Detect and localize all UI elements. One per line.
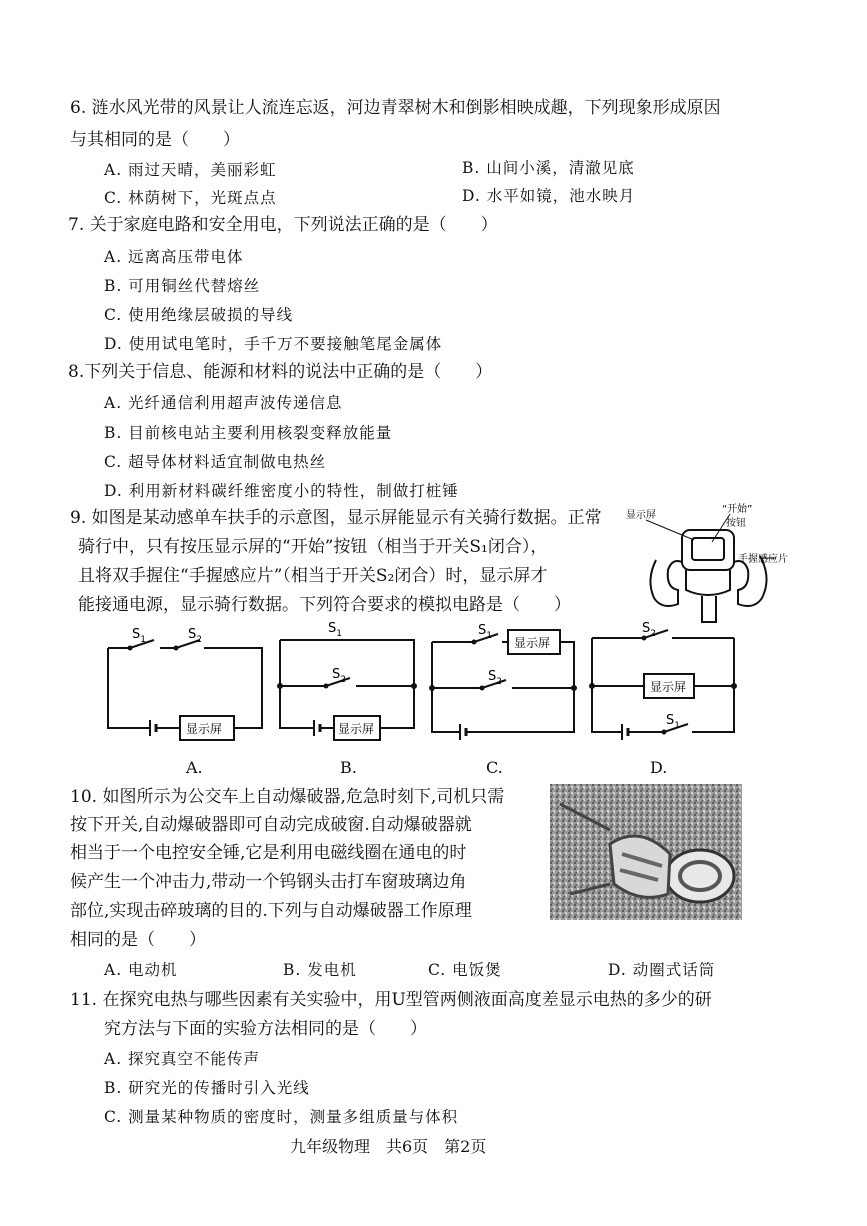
q9-stem-line2: 骑行中，只有按压显示屏的“开始”按钮（相当于开关S₁闭合），: [78, 537, 548, 557]
page-footer: 九年级物理 共6页 第2页: [290, 1137, 487, 1156]
q10-stem-line5: 部位,实现击碎玻璃的目的.下列与自动爆破器工作原理: [70, 901, 472, 921]
circuit-d-caption: D.: [650, 758, 668, 777]
circuit-c-caption: C.: [486, 758, 503, 777]
circuit-c-s1: $S_1$: [478, 623, 492, 641]
circuit-c-s2: $S_2$: [488, 669, 502, 687]
q6-option-d: D. 水平如镜，池水映月: [462, 187, 636, 205]
circuit-a-display: 显示屏: [186, 722, 223, 736]
fig-label-button: 按钮: [726, 518, 746, 529]
circuit-d-s2: $S_2$: [642, 621, 656, 639]
q11-option-b: B. 研究光的传播时引入光线: [104, 1079, 310, 1097]
q8-option-a: A. 光纤通信利用超声波传递信息: [104, 394, 343, 412]
q10-stem-line2: 按下开关,自动爆破器即可自动完成破窗.自动爆破器就: [70, 815, 472, 835]
q11-option-a: A. 探究真空不能传声: [104, 1050, 261, 1068]
q10-option-b: B. 发电机: [283, 961, 357, 979]
q10-stem-line1: 10. 如图所示为公交车上自动爆破器,危急时刻下,司机只需: [70, 787, 505, 807]
circuit-d-s1: $S_1$: [666, 713, 680, 731]
q10-stem-line6: 相同的是（ ）: [70, 930, 206, 950]
circuit-a-caption: A.: [186, 758, 203, 777]
q10-stem-line3: 相当于一个电控安全锤,它是利用电磁线圈在通电的时: [70, 843, 467, 863]
q10-option-d: D. 动圈式话筒: [608, 961, 716, 979]
circuit-b-s2: $S_2$: [332, 667, 346, 685]
q6-option-c: C. 林荫树下，光斑点点: [104, 189, 277, 207]
q6-stem-line1: 6. 涟水风光带的风景让人流连忘返，河边青翠树木和倒影相映成趣，下列现象形成原因: [70, 98, 721, 118]
q7-option-c: C. 使用绝缘层破损的导线: [104, 306, 294, 324]
circuit-a-s1: $S_1$: [132, 627, 146, 645]
circuit-a-s2: $S_2$: [188, 627, 202, 645]
q11-stem-line1: 11. 在探究电热与哪些因素有关实验中，用U型管两侧液面高度差显示电热的多少的研: [70, 990, 712, 1010]
circuit-b-s1: $S_1$: [328, 621, 342, 639]
q6-option-b: B. 山间小溪，清澈见底: [462, 159, 635, 177]
q7-option-d: D. 使用试电笔时，手千万不要接触笔尾金属体: [104, 335, 443, 353]
q11-stem-line2: 究方法与下面的实验方法相同的是（ ）: [104, 1019, 427, 1039]
window-breaker-photo: [550, 784, 742, 920]
q8-option-d: D. 利用新材料碳纤维密度小的特性，制做打桩锤: [104, 482, 459, 500]
q9-stem-line4: 能接通电源，显示骑行数据。下列符合要求的模拟电路是（ ）: [78, 595, 571, 615]
q7-option-b: B. 可用铜丝代替熔丝: [104, 277, 261, 295]
circuit-b: [276, 620, 418, 744]
circuit-d: [588, 620, 740, 744]
circuit-b-caption: B.: [340, 758, 357, 777]
circuit-c: [428, 620, 580, 744]
circuit-a: [104, 620, 266, 744]
q8-option-c: C. 超导体材料适宜制做电热丝: [104, 453, 327, 471]
circuit-d-display: 显示屏: [650, 680, 687, 694]
circuit-c-display: 显示屏: [514, 636, 551, 650]
fig-label-start: “开始”: [722, 504, 753, 515]
q9-stem-line3: 且将双手握住“手握感应片”（相当于开关S₂闭合）时，显示屏才: [78, 566, 548, 586]
circuit-b-display: 显示屏: [338, 722, 375, 736]
q6-stem-line2: 与其相同的是（ ）: [70, 130, 240, 150]
q10-option-a: A. 电动机: [104, 961, 178, 979]
q8-option-b: B. 目前核电站主要利用核裂变释放能量: [104, 424, 393, 442]
q10-stem-line4: 候产生一个冲击力,带动一个钨钢头击打车窗玻璃边角: [70, 872, 467, 892]
q6-option-a: A. 雨过天晴，美丽彩虹: [104, 161, 277, 179]
fig-label-screen: 显示屏: [626, 510, 656, 521]
handlebar-figure: [626, 500, 796, 630]
q10-option-c: C. 电饭煲: [428, 961, 502, 979]
q7-option-a: A. 远离高压带电体: [104, 248, 244, 266]
q9-stem-line1: 9. 如图是某动感单车扶手的示意图，显示屏能显示有关骑行数据。正常: [70, 508, 602, 528]
q7-stem: 7. 关于家庭电路和安全用电，下列说法正确的是（ ）: [68, 215, 498, 235]
fig-label-sensor: 手握感应片: [738, 554, 788, 565]
q11-option-c: C. 测量某种物质的密度时，测量多组质量与体积: [104, 1108, 459, 1126]
q8-stem: 8.下列关于信息、能源和材料的说法中正确的是（ ）: [68, 362, 493, 382]
